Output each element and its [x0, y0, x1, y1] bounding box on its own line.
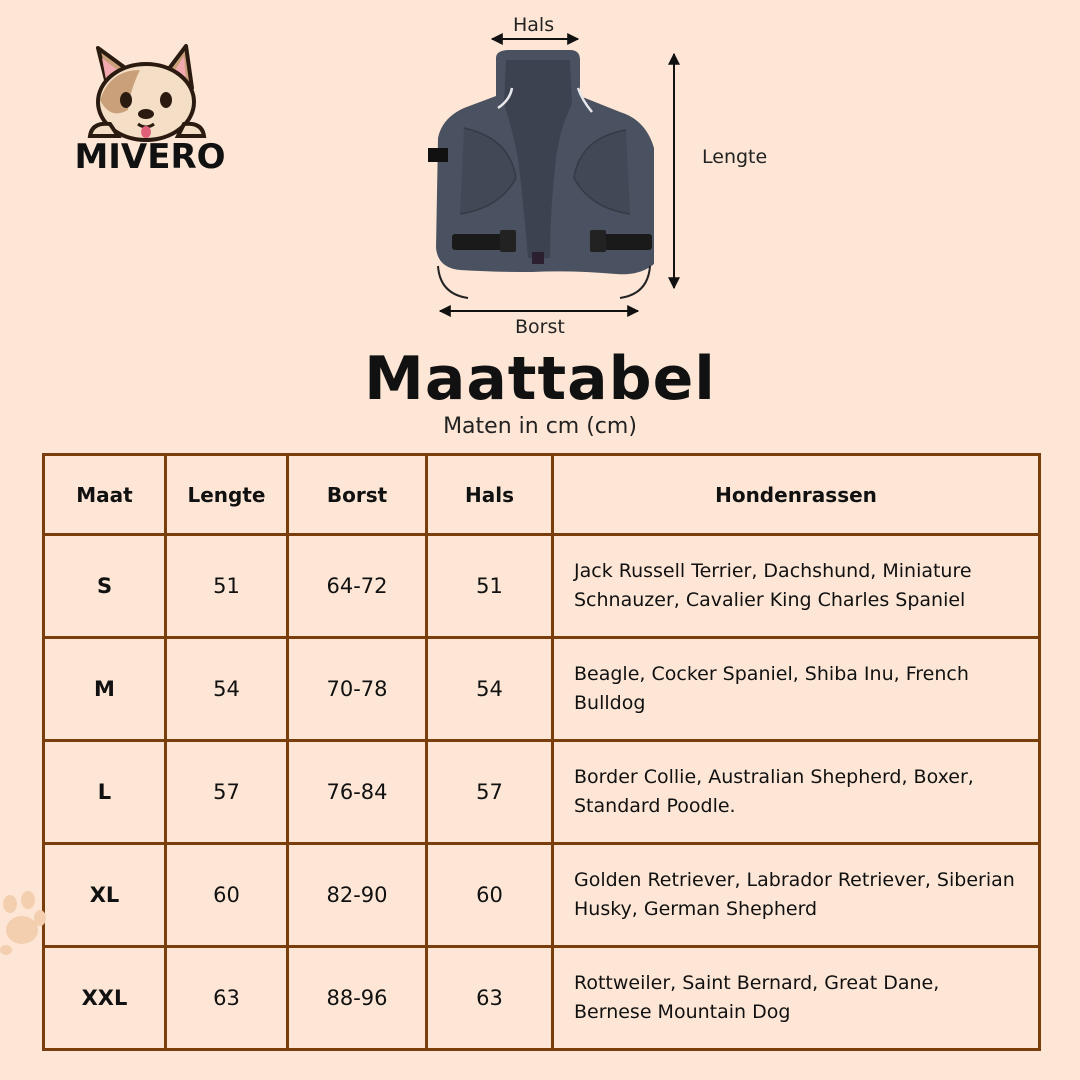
- cell-hals: 63: [427, 947, 553, 1050]
- cell-hals: 54: [427, 638, 553, 741]
- cell-rassen: Jack Russell Terrier, Dachshund, Miniature Schnauzer, Cavalier King Charles Spaniel: [553, 535, 1040, 638]
- cell-rassen: Beagle, Cocker Spaniel, Shiba Inu, French Bulldog: [553, 638, 1040, 741]
- cell-borst: 88-96: [288, 947, 427, 1050]
- size-table: [42, 453, 1041, 1051]
- dog-coat-image: [428, 50, 654, 298]
- page-title: Maattabel: [364, 344, 716, 414]
- cell-rassen: Rottweiler, Saint Bernard, Great Dane, Bernese Mountain Dog: [553, 947, 1040, 1050]
- cell-rassen: Golden Retriever, Labrador Retriever, Siberian Husky, German Shepherd: [553, 844, 1040, 947]
- table-row: [44, 741, 1040, 844]
- table-header-row: [44, 455, 1040, 535]
- header-maat: Maat: [44, 455, 166, 535]
- length-label: Lengte: [702, 146, 768, 168]
- header-hondenrassen: Hondenrassen: [553, 455, 1040, 535]
- cell-maat: L: [44, 741, 166, 844]
- cell-borst: 64-72: [288, 535, 427, 638]
- table-row: [44, 947, 1040, 1050]
- cell-maat: M: [44, 638, 166, 741]
- table-row: [44, 535, 1040, 638]
- table-row: [44, 844, 1040, 947]
- cell-hals: 51: [427, 535, 553, 638]
- cell-lengte: 60: [166, 844, 288, 947]
- cell-lengte: 54: [166, 638, 288, 741]
- cell-borst: 76-84: [288, 741, 427, 844]
- dog-icon: [90, 46, 204, 140]
- cell-lengte: 63: [166, 947, 288, 1050]
- cell-borst: 82-90: [288, 844, 427, 947]
- header-lengte: Lengte: [166, 455, 288, 535]
- brand-name: MIVERO: [74, 137, 226, 175]
- paw-print-icon: [0, 890, 46, 960]
- cell-maat: S: [44, 535, 166, 638]
- header-hals: Hals: [427, 455, 553, 535]
- coat-diagram: [420, 8, 780, 343]
- cell-lengte: 51: [166, 535, 288, 638]
- cell-hals: 57: [427, 741, 553, 844]
- header-borst: Borst: [288, 455, 427, 535]
- neck-label: Hals: [513, 14, 555, 36]
- cell-lengte: 57: [166, 741, 288, 844]
- mivero-logo: [70, 40, 235, 175]
- cell-borst: 70-78: [288, 638, 427, 741]
- cell-rassen: Border Collie, Australian Shepherd, Boxer, Standard Poodle.: [553, 741, 1040, 844]
- chest-label: Borst: [515, 316, 565, 338]
- page-subtitle: Maten in cm (cm): [443, 414, 637, 439]
- cell-maat: XL: [44, 844, 166, 947]
- cell-maat: XXL: [44, 947, 166, 1050]
- table-row: [44, 638, 1040, 741]
- cell-hals: 60: [427, 844, 553, 947]
